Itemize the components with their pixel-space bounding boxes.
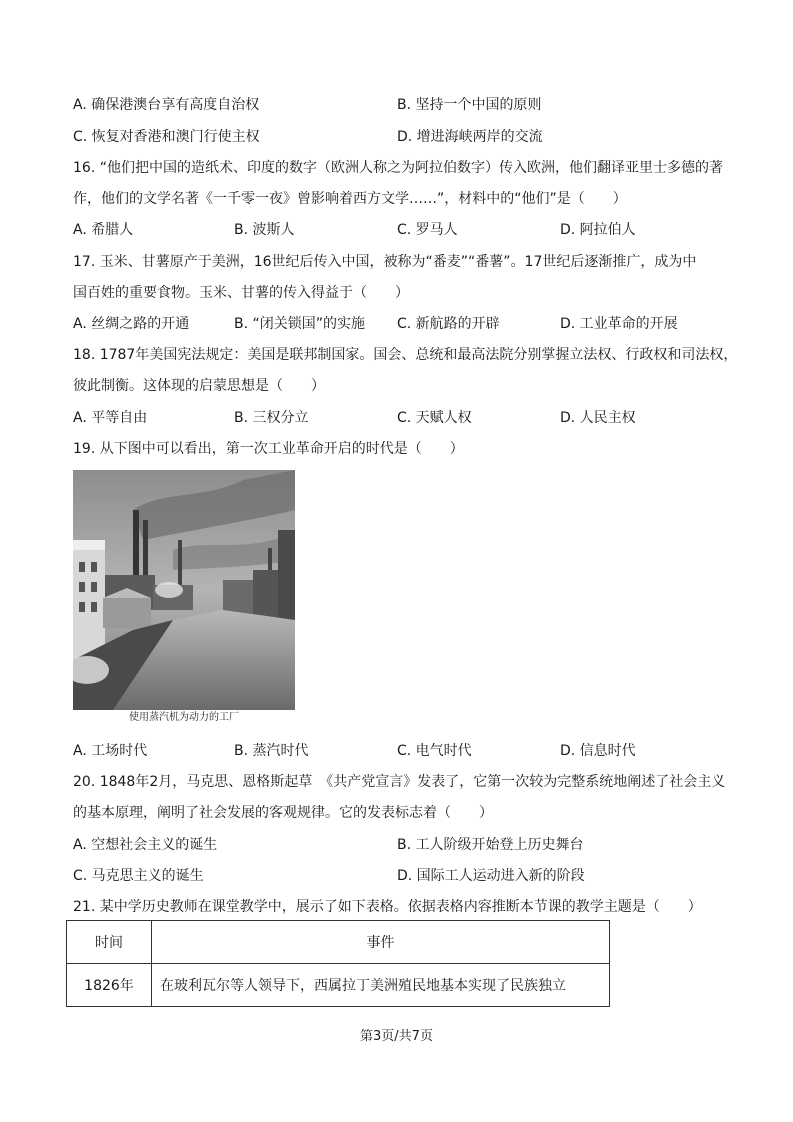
q17-option-d: D. 工业革命的开展 xyxy=(560,316,678,332)
q17-stem-line-2: 国百姓的重要食物。玉米、甘薯的传入得益于（ ） xyxy=(73,285,409,301)
q16-stem-line-1: 16. “他们把中国的造纸术、印度的数字（欧洲人称之为阿拉伯数字）传入欧洲，他们翻译亚里士多德的著 xyxy=(73,160,723,176)
q17-option-b: B. “闭关锁国”的实施 xyxy=(234,316,366,332)
q18-stem-line-1: 18. 1787年美国宪法规定：美国是联邦制国家。国会、总统和最高法院分别掌握立法权、行政权和司法权， xyxy=(73,347,738,363)
steam-factory-image xyxy=(73,470,295,710)
q20-option-d: D. 国际工人运动进入新的阶段 xyxy=(397,868,585,884)
q17-option-c: C. 新航路的开辟 xyxy=(397,316,500,332)
table-cell-event: 在玻利瓦尔等人领导下，西属拉丁美洲殖民地基本实现了民族独立 xyxy=(152,964,610,1007)
table-header-event: 事件 xyxy=(152,921,610,964)
q20-option-c: C. 马克思主义的诞生 xyxy=(73,868,204,884)
q18-option-c: C. 天赋人权 xyxy=(397,410,472,426)
q19-option-a: A. 工场时代 xyxy=(73,743,148,759)
q18-option-d: D. 人民主权 xyxy=(560,410,636,426)
q19-option-b: B. 蒸汽时代 xyxy=(234,743,309,759)
table-header-time: 时间 xyxy=(67,921,152,964)
q20-option-b: B. 工人阶级开始登上历史舞台 xyxy=(397,837,584,853)
q16-option-a: A. 希腊人 xyxy=(73,222,134,238)
q17-option-a: A. 丝绸之路的开通 xyxy=(73,316,190,332)
q16-stem-line-2: 作，他们的文学名著《一千零一夜》曾影响着西方文学……”，材料中的“他们”是（ ） xyxy=(73,191,627,207)
q19-stem-line-1: 19. 从下图中可以看出，第一次工业革命开启的时代是（ ） xyxy=(73,441,464,457)
q20-option-a: A. 空想社会主义的诞生 xyxy=(73,837,218,853)
page-number: 第3页/共7页 xyxy=(360,1029,433,1044)
q18-stem-line-2: 彼此制衡。这体现的启蒙思想是（ ） xyxy=(73,378,325,394)
q16-option-b: B. 波斯人 xyxy=(234,222,295,238)
table-header-row xyxy=(67,921,610,964)
q18-option-b: B. 三权分立 xyxy=(234,410,309,426)
q15-option-d: D. 增进海峡两岸的交流 xyxy=(397,129,543,145)
q16-option-d: D. 阿拉伯人 xyxy=(560,222,636,238)
q21-stem-line-1: 21. 某中学历史教师在课堂教学中，展示了如下表格。依据表格内容推断本节课的教学主题是（ ） xyxy=(73,899,702,915)
q20-stem-line-2: 的基本原理，阐明了社会发展的客观规律。它的发表标志着（ ） xyxy=(73,805,493,821)
events-table xyxy=(66,920,610,1007)
figure-caption: 使用蒸汽机为动力的工厂 xyxy=(129,712,239,723)
q19-option-d: D. 信息时代 xyxy=(560,743,636,759)
q18-option-a: A. 平等自由 xyxy=(73,410,148,426)
q16-option-c: C. 罗马人 xyxy=(397,222,458,238)
q15-option-c: C. 恢复对香港和澳门行使主权 xyxy=(73,129,260,145)
q15-option-b: B. 坚持一个中国的原则 xyxy=(397,97,542,113)
table-cell-time: 1826年 xyxy=(67,964,152,1007)
q17-stem-line-1: 17. 玉米、甘薯原产于美洲，16世纪后传入中国，被称为“番麦”“番薯”。17世纪后逐渐推广，成为中 xyxy=(73,254,697,270)
factory-figure xyxy=(73,470,295,728)
q19-option-c: C. 电气时代 xyxy=(397,743,472,759)
q15-option-a: A. 确保港澳台享有高度自治权 xyxy=(73,97,260,113)
q20-stem-line-1: 20. 1848年2月，马克思、恩格斯起草 《共产党宣言》发表了，它第一次较为完整系统地阐述了社会主义 xyxy=(73,774,726,790)
table-row xyxy=(67,964,610,1007)
